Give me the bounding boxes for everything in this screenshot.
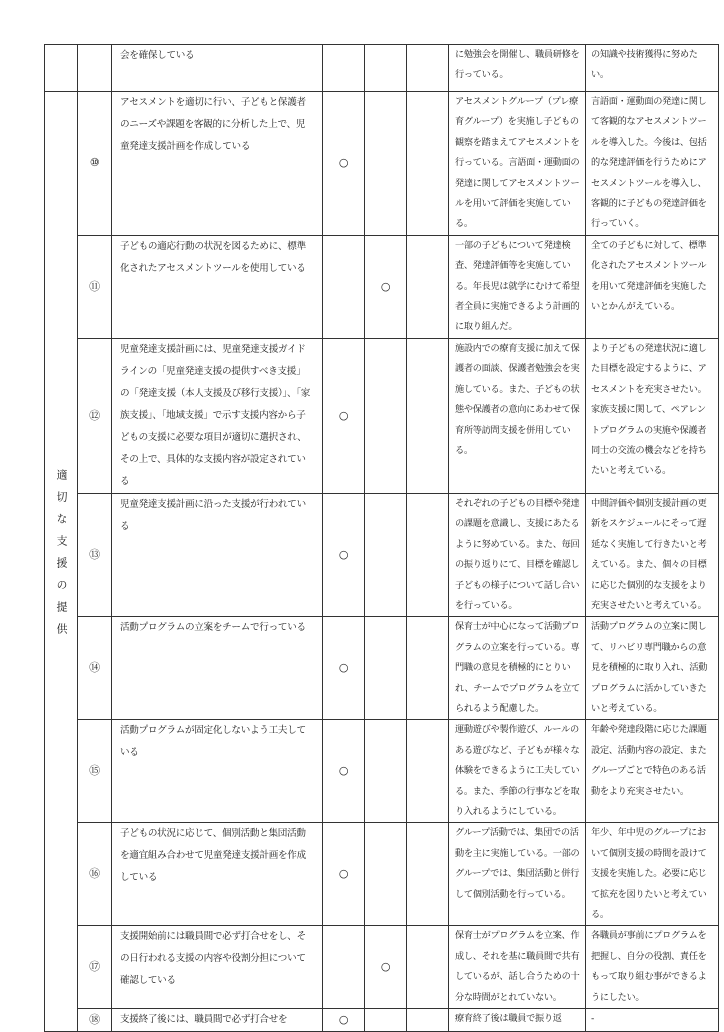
- table-row: [45, 926, 719, 1009]
- status-comment: に勉強会を開催し、職員研修を行っている。: [449, 45, 586, 92]
- item-text: 児童発達支援計画に沿った支援が行われている: [112, 493, 323, 616]
- table-row: [45, 235, 719, 338]
- status-comment: 療育終了後は職員で振り返: [449, 1009, 586, 1032]
- item-number: ⑫: [78, 338, 112, 493]
- improvement-comment: 中間評価や個別支援計画の更新をスケジュールにそって遅延なく実施して行きたいと考えている。また、個々の目標に応じた個別的な支援をより充実させたいと考えている。: [586, 493, 719, 616]
- improvement-comment: 全ての子どもに対して、標準化されたアセスメントツールを用いて発達評価を実施したいとかんがえている。: [586, 235, 719, 338]
- table-row: [45, 45, 719, 92]
- yes-cell: [323, 45, 365, 92]
- no-cell: [407, 92, 449, 236]
- item-number: ⑱: [78, 1009, 112, 1032]
- table-row: [45, 823, 719, 926]
- category-cell-empty: [45, 45, 78, 92]
- no-cell: [407, 45, 449, 92]
- item-number: ⑬: [78, 493, 112, 616]
- partly-cell: [365, 617, 407, 720]
- partly-cell: [365, 823, 407, 926]
- no-cell: [407, 823, 449, 926]
- yes-cell: [323, 926, 365, 1009]
- item-text: 活動プログラムの立案をチームで行っている: [112, 617, 323, 720]
- improvement-comment: 各職員が事前にプログラムを把握し、自分の役割、責任をもって取り組む事ができるようにしたい。: [586, 926, 719, 1009]
- item-text: 子どもの状況に応じて、個別活動と集団活動を適宜組み合わせて児童発達支援計画を作成している: [112, 823, 323, 926]
- no-cell: [407, 493, 449, 616]
- no-cell: [407, 617, 449, 720]
- item-text: 会を確保している: [112, 45, 323, 92]
- table-row: [45, 720, 719, 823]
- yes-cell: ○: [323, 92, 365, 236]
- table-row: [45, 338, 719, 493]
- table-row: [45, 1009, 719, 1032]
- evaluation-table: [44, 44, 719, 1032]
- item-text: 支援開始前には職員間で必ず打合せをし、その日行われる支援の内容や役割分担について確認している: [112, 926, 323, 1009]
- partly-cell: [365, 720, 407, 823]
- partly-cell: [365, 92, 407, 236]
- status-comment: 運動遊びや製作遊び、ルールのある遊びなど、子どもが様々な体験をできるように工夫している。また、季節の行事などを取り入れるようにしている。: [449, 720, 586, 823]
- partly-cell: [365, 338, 407, 493]
- category-label: 適切な支援の提供: [55, 469, 68, 646]
- partly-cell: [365, 1009, 407, 1032]
- item-number: ⑭: [78, 617, 112, 720]
- table-row: [45, 617, 719, 720]
- partly-cell: ○: [365, 235, 407, 338]
- status-comment: グループ活動では、集団での活動を主に実施している。一部のグループでは、集団活動と併行して個別活動を行っている。: [449, 823, 586, 926]
- partly-cell: [365, 493, 407, 616]
- status-comment: 一部の子どもについて発達検査、発達評価等を実施している。年長児は就学にむけて希望者全員に実施できるよう計画的に取り組んだ。: [449, 235, 586, 338]
- item-number: ⑩: [78, 92, 112, 236]
- yes-cell: ○: [323, 720, 365, 823]
- improvement-comment: 年齢や発達段階に応じた課題設定、活動内容の設定、またグループごとで特色のある活動をより充実させたい。: [586, 720, 719, 823]
- yes-cell: ○: [323, 1009, 365, 1032]
- table-row: [45, 92, 719, 236]
- improvement-comment: 活動プログラムの立案に関して、リハビリ専門職からの意見を積極的に取り入れ、活動プログラムに活かしていきたいと考えている。: [586, 617, 719, 720]
- item-text: 児童発達支援計画には、児童発達支援ガイドラインの「児童発達支援の提供すべき支援」の「発達支援（本人支援及び移行支援）」、「家族支援」、「地域支援」で示す支援内容から子どもの支援に必要な項目が適切に選択され、その上で、具体的な支援内容が設定されている: [112, 338, 323, 493]
- category-cell: [45, 92, 78, 1032]
- no-cell: [407, 926, 449, 1009]
- yes-cell: ○: [323, 338, 365, 493]
- item-text: 子どもの適応行動の状況を図るために、標準化されたアセスメントツールを使用している: [112, 235, 323, 338]
- partly-cell: [365, 45, 407, 92]
- yes-cell: ○: [323, 493, 365, 616]
- improvement-comment: 言語面・運動面の発達に関して客観的なアセスメントツールを導入した。今後は、包括的な発達評価を行うためにアセスメントツールを導入し、客観的に子どもの発達評価を行っていく。: [586, 92, 719, 236]
- item-text: 支援終了後には、職員間で必ず打合せを: [112, 1009, 323, 1032]
- no-cell: [407, 338, 449, 493]
- table-row: [45, 493, 719, 616]
- no-cell: [407, 720, 449, 823]
- status-comment: それぞれの子どもの目標や発達の課題を意識し、支援にあたるように努めている。また、毎回の振り返りにて、目標を確認し子どもの様子について話し合いを行っている。: [449, 493, 586, 616]
- item-number: ⑪: [78, 235, 112, 338]
- status-comment: 施設内での療育支援に加えて保護者の面談、保護者勉強会を実施している。また、子どもの状態や保護者の意向にあわせて保育所等訪問支援を併用している。: [449, 338, 586, 493]
- yes-cell: [323, 235, 365, 338]
- partly-cell: ○: [365, 926, 407, 1009]
- item-number: ⑯: [78, 823, 112, 926]
- item-number: [78, 45, 112, 92]
- no-cell: [407, 235, 449, 338]
- improvement-comment: より子どもの発達状況に適した目標を設定するように、アセスメントを充実させたい。家族支援に関して、ペアレントプログラムの実施や保護者同士の交流の機会などを持ちたいと考えている。: [586, 338, 719, 493]
- status-comment: アセスメントグループ（プレ療育グループ）を実施し子どもの観察を踏まえてアセスメントを行っている。言語面・運動面の発達に関してアセスメントツールを用いて評価を実施している。: [449, 92, 586, 236]
- item-number: ⑮: [78, 720, 112, 823]
- improvement-comment: の知識や技術獲得に努めたい。: [586, 45, 719, 92]
- no-cell: [407, 1009, 449, 1032]
- item-number: ⑰: [78, 926, 112, 1009]
- status-comment: 保育士がプログラムを立案、作成し、それを基に職員間で共有しているが、話し合うための十分な時間がとれていない。: [449, 926, 586, 1009]
- item-text: 活動プログラムが固定化しないよう工夫している: [112, 720, 323, 823]
- improvement-comment: -: [586, 1009, 719, 1032]
- improvement-comment: 年少、年中児のグループにおいて個別支援の時間を設けて支援を実施した。必要に応じて拡充を図りたいと考えている。: [586, 823, 719, 926]
- item-text: アセスメントを適切に行い、子どもと保護者のニーズや課題を客観的に分析した上で、児童発達支援計画を作成している: [112, 92, 323, 236]
- yes-cell: ○: [323, 823, 365, 926]
- status-comment: 保育士が中心になって活動プログラムの立案を行っている。専門職の意見を積極的にとりいれ、チームでプログラムを立てられるよう配慮した。: [449, 617, 586, 720]
- yes-cell: ○: [323, 617, 365, 720]
